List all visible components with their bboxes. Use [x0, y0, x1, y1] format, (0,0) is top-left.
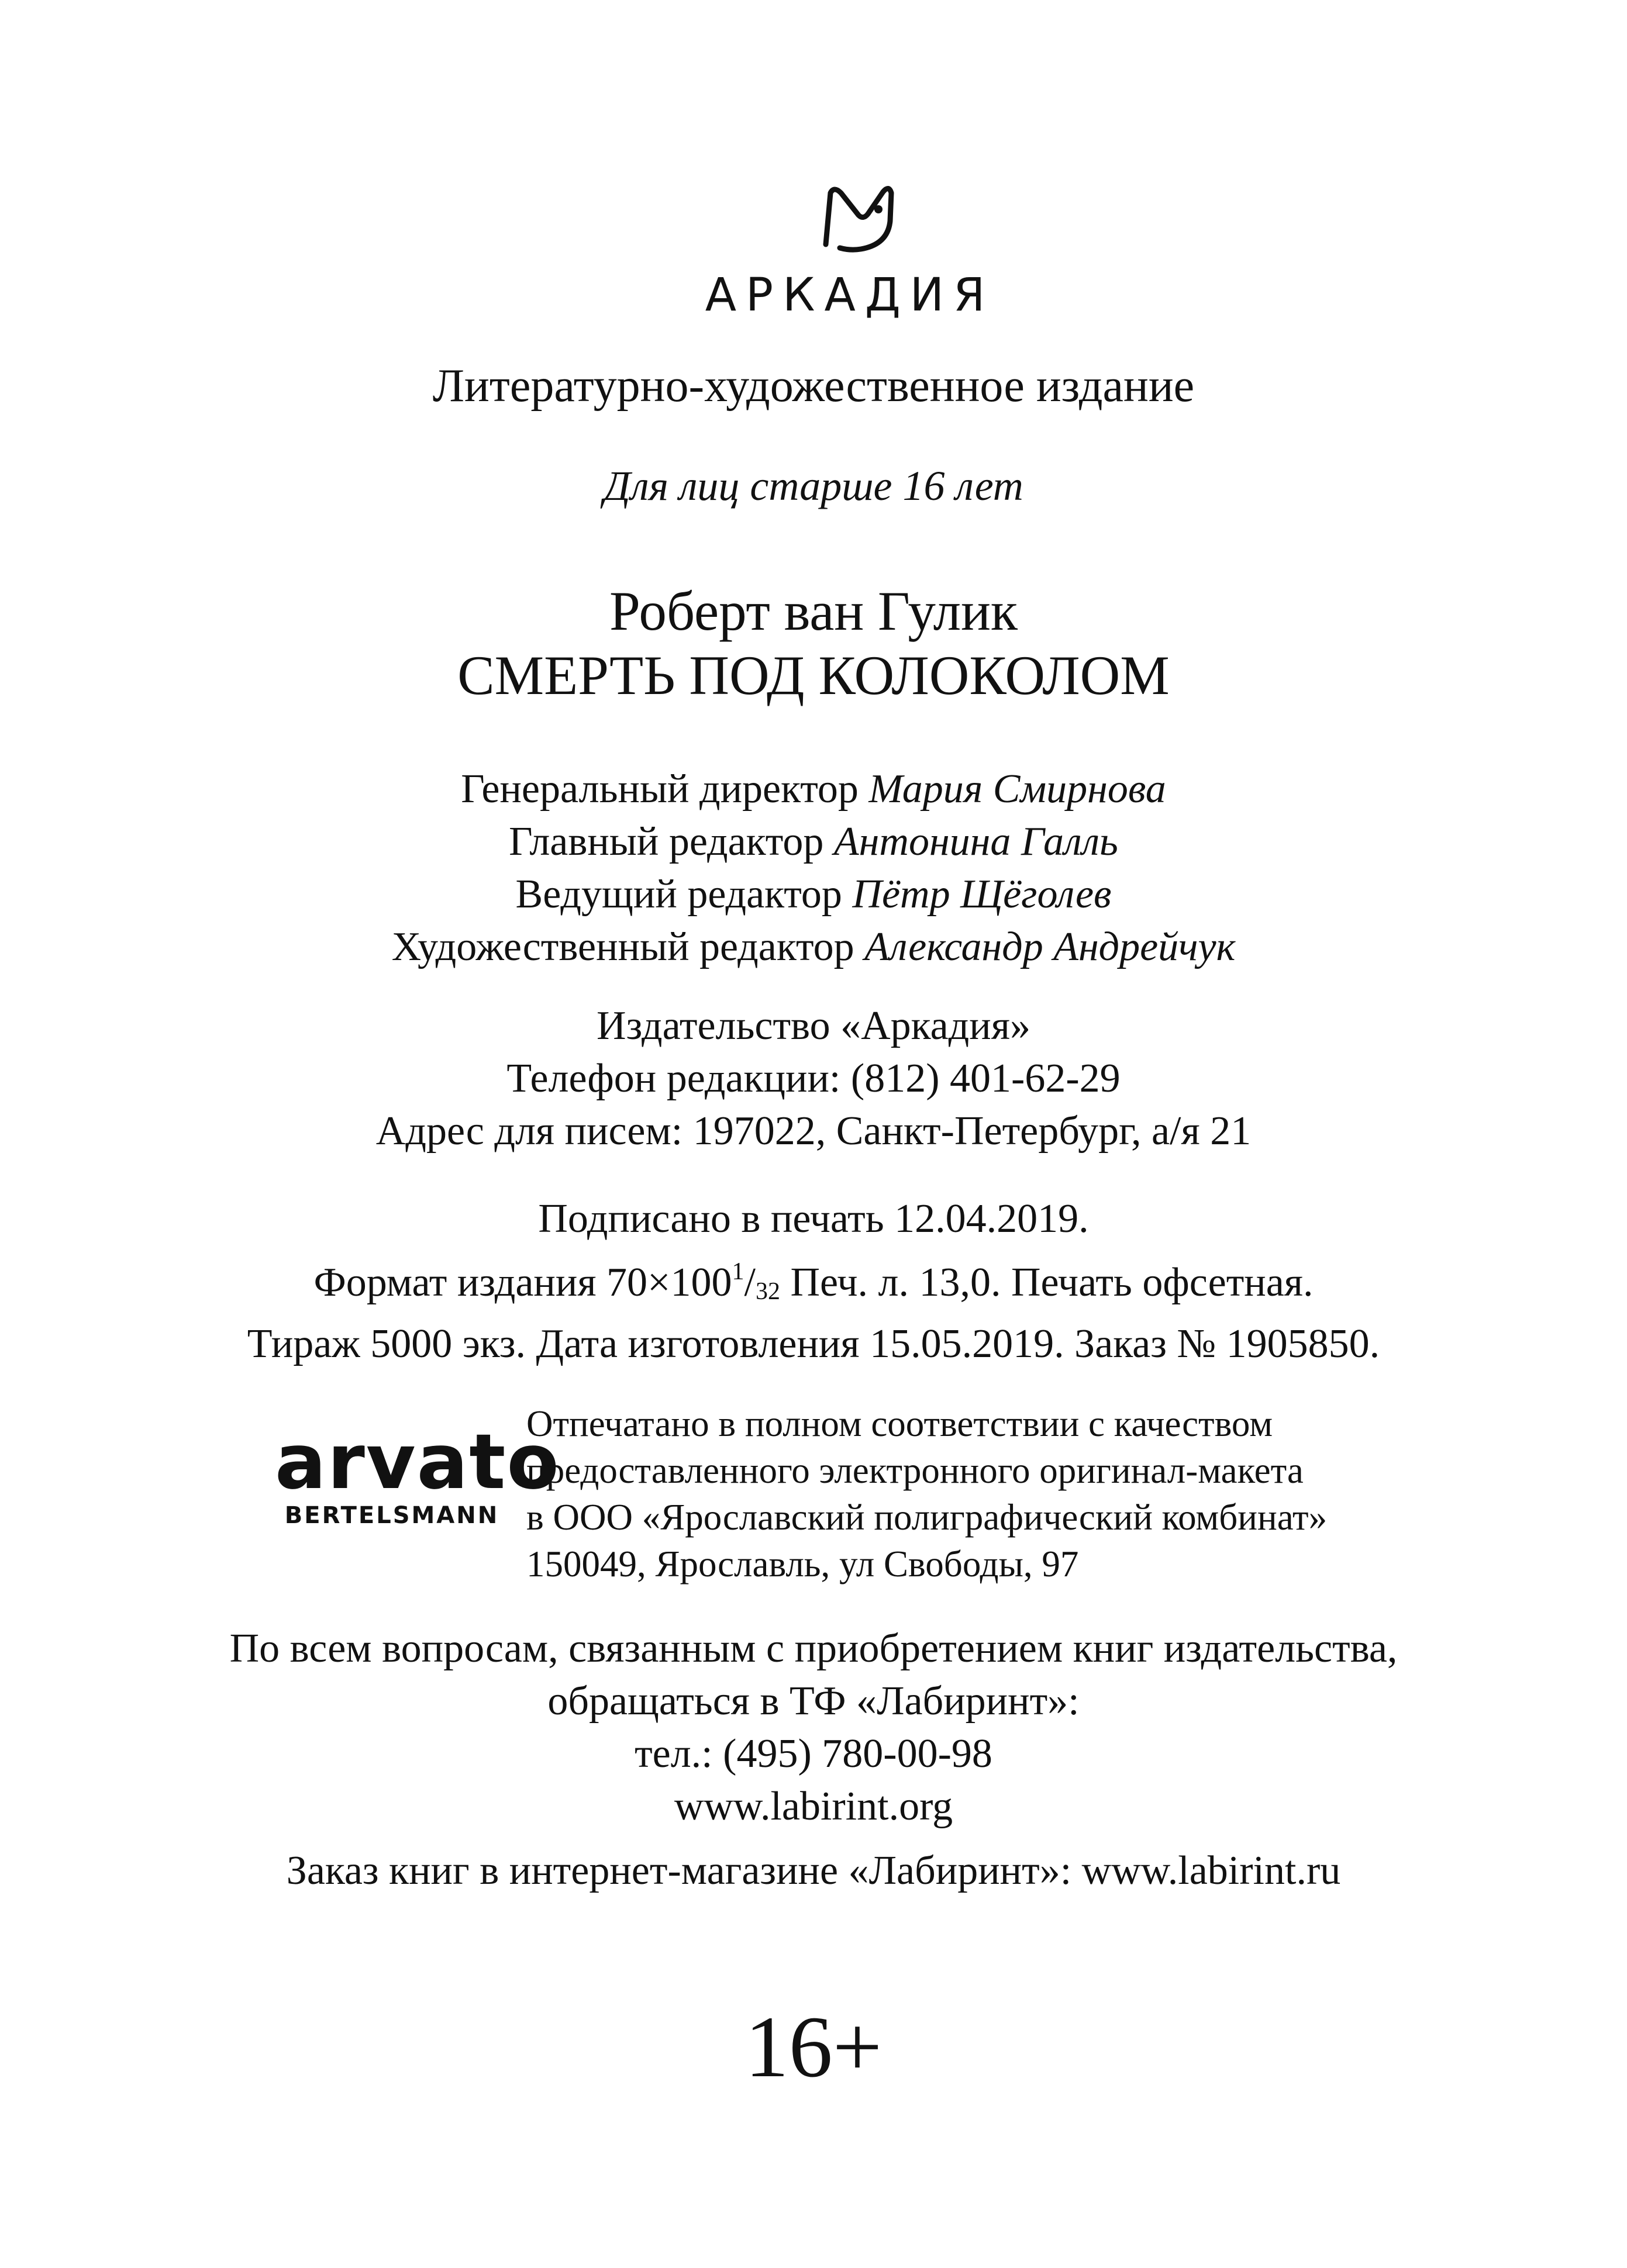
- distribution-line: По всем вопросам, связанным с приобретением книг издательства,: [229, 1626, 1398, 1671]
- printer-line: в ООО «Ярославский полиграфический комбинат»: [526, 1497, 1328, 1538]
- format-prefix: Формат издания 70×100: [313, 1260, 732, 1305]
- printer-info: [526, 1400, 1327, 1587]
- print-info: [0, 1193, 1627, 1371]
- publisher-phone-line: Телефон редакции: (812) 401-62-29: [506, 1056, 1121, 1101]
- age-note: Для лиц старше 16 лет: [604, 462, 1023, 509]
- distribution-line: обращаться в ТФ «Лабиринт»:: [547, 1679, 1080, 1724]
- signed-to-print-line: Подписано в печать 12.04.2019.: [538, 1196, 1089, 1241]
- online-order-line: Заказ книг в интернет-магазине «Лабиринт»: www.labirint.ru: [286, 1848, 1341, 1893]
- genre-label: Литературно-художественное издание: [432, 360, 1195, 412]
- staff-name: Антонина Галль: [833, 819, 1118, 864]
- staff-line-chief-editor: [0, 816, 1627, 868]
- printer-line: 150049, Ярославль, ул Свободы, 97: [526, 1544, 1079, 1585]
- print-run-line: Тираж 5000 экз. Дата изготовления 15.05.2019. Заказ № 1905850.: [247, 1321, 1380, 1366]
- staff-role: Генеральный директор: [461, 767, 859, 812]
- printer-logo-subword: BERTELSMANN: [284, 1502, 499, 1529]
- staff-name: Мария Смирнова: [868, 767, 1166, 812]
- format-numerator: 1: [732, 1258, 744, 1285]
- publisher-name-line: Издательство «Аркадия»: [597, 1003, 1030, 1048]
- author-name: Роберт ван Гулик: [609, 580, 1018, 642]
- staff-role: Главный редактор: [509, 819, 824, 864]
- staff-name: Пётр Щёголев: [852, 872, 1112, 917]
- staff-line-general-director: [0, 763, 1627, 816]
- staff-name: Александр Андрейчук: [864, 924, 1236, 969]
- printer-line: Отпечатано в полном соответствии с качеством: [526, 1403, 1273, 1444]
- publisher-address-line: Адрес для писем: 197022, Санкт-Петербург, а/я 21: [375, 1109, 1252, 1154]
- book-title: СМЕРТЬ ПОД КОЛОКОЛОМ: [457, 644, 1170, 706]
- format-suffix: Печ. л. 13,0. Печать офсетная.: [780, 1260, 1314, 1305]
- publisher-brand-name: АРКАДИЯ: [705, 269, 995, 322]
- staff-line-lead-editor: [0, 868, 1627, 921]
- publisher-info: [0, 1000, 1627, 1158]
- bird-mark-icon: [813, 175, 906, 263]
- printer-logo-word: arvato: [275, 1417, 560, 1506]
- staff-line-art-editor: [0, 921, 1627, 974]
- printer-line: предоставленного электронного оригинал-макета: [526, 1450, 1304, 1491]
- staff-role: Художественный редактор: [391, 924, 854, 969]
- format-line: Формат издания $70\times 100^1/_{32}$ Печ. л. 13,0. Печать офсетная.: [313, 1258, 1314, 1305]
- distribution-info: [0, 1623, 1627, 1833]
- format-denominator: 32: [755, 1278, 780, 1305]
- staff-role: Ведущий редактор: [515, 872, 842, 917]
- distribution-website: www.labirint.org: [674, 1784, 953, 1829]
- printer-logo: [275, 1417, 560, 1529]
- staff-list: [0, 763, 1627, 974]
- age-rating-badge: 16+: [744, 1998, 883, 2096]
- distribution-phone: тел.: (495) 780-00-98: [635, 1731, 992, 1776]
